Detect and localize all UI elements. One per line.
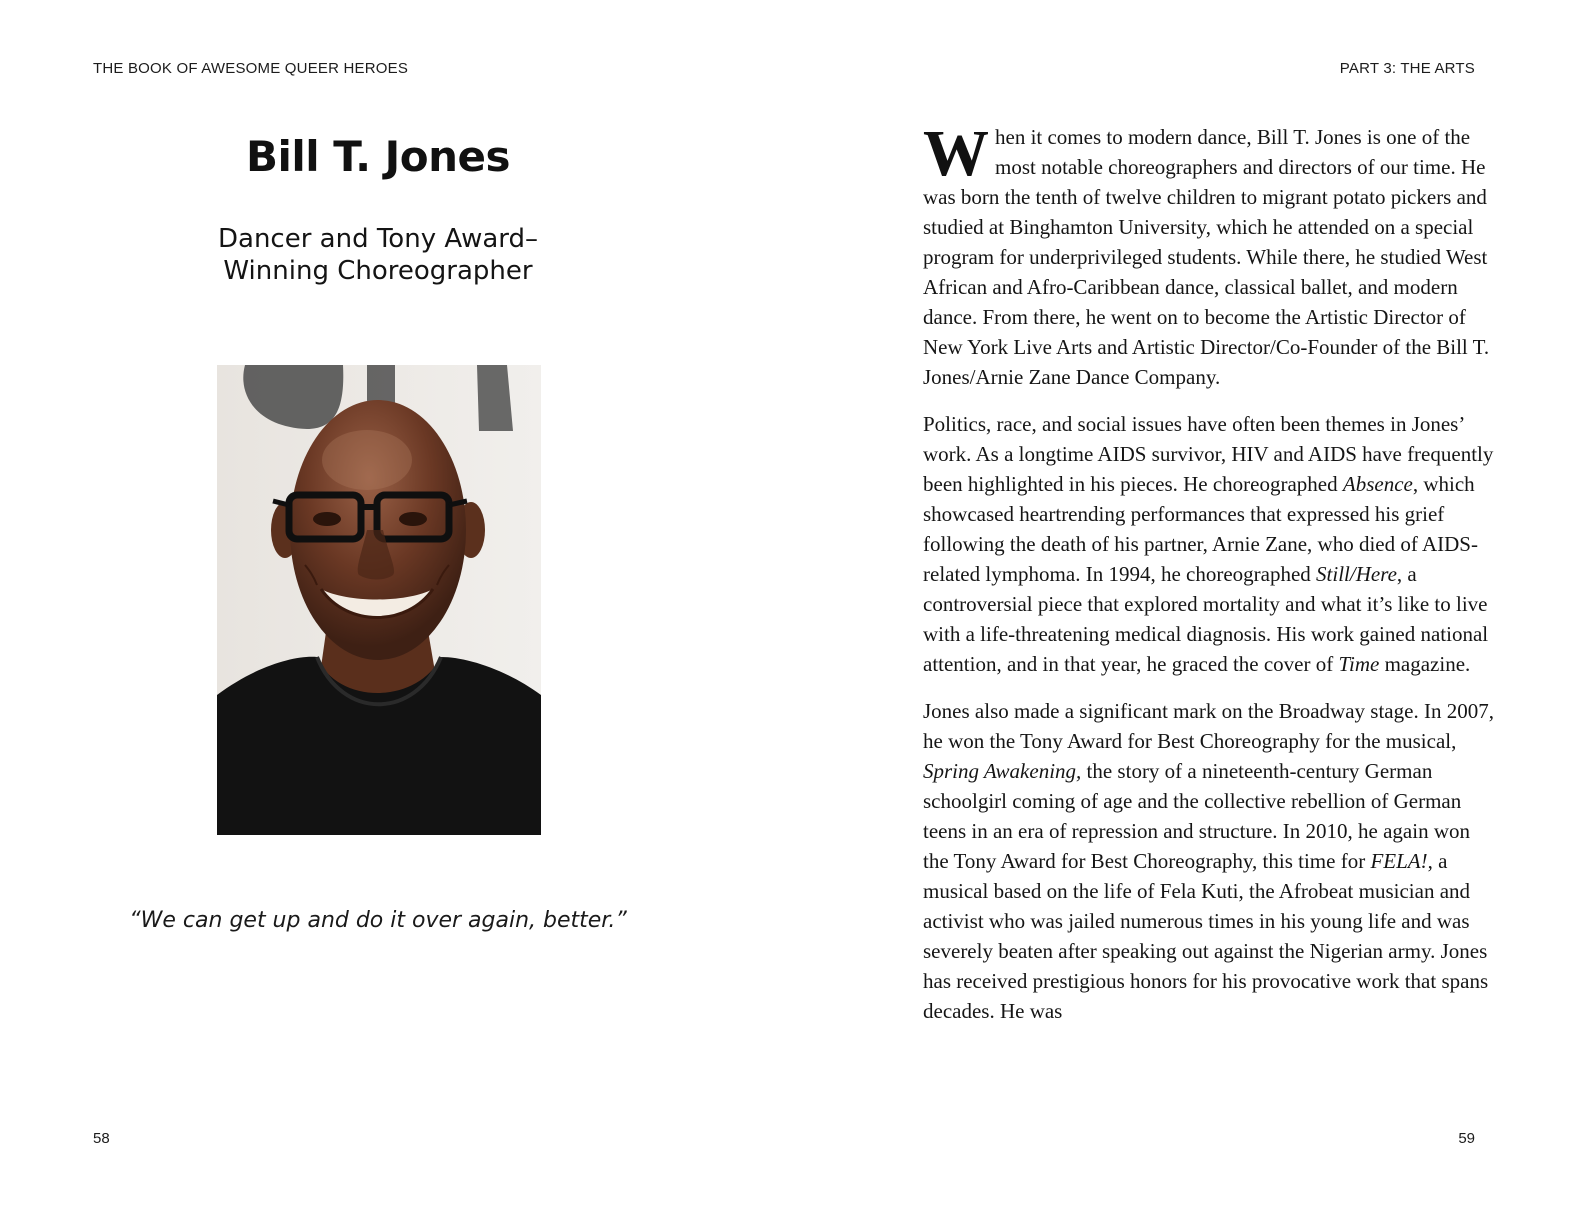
running-head-part-title: PART 3: THE ARTS bbox=[1339, 60, 1475, 77]
paragraph-3-text-2: the story of a nineteenth-century German schoolgirl coming of age and the collective rebellion of German teens in an era of repression and structure. In 2010, he again won the Tony Award for Best Choreography, this time for bbox=[923, 759, 1470, 873]
magazine-title-time: Time bbox=[1338, 652, 1380, 676]
paragraph-1 bbox=[923, 117, 1495, 392]
page-number-left: 58 bbox=[93, 1130, 110, 1147]
left-page bbox=[93, 120, 663, 933]
paragraph-2-text-2: , which showcased heartrending performances that expressed his grief following the death of his partner, Arnie Zane, who died of AIDS-related lymphoma. In 1994, he choreographed bbox=[923, 472, 1478, 586]
paragraph-2-text-1: Politics, race, and social issues have often been themes in Jones’ work. As a longtime AIDS survivor, HIV and AIDS have frequently been highlighted in his pieces. He choreographed bbox=[923, 412, 1494, 496]
hero-role bbox=[93, 223, 663, 287]
hero-quote: “We can get up and do it over again, better.” bbox=[129, 908, 627, 933]
paragraph-2-text-3: , a controversial piece that explored mortality and what it’s like to live with a life-threatening medical diagnosis. His work gained national attention, and in that year, he graced the cover of bbox=[923, 562, 1489, 676]
work-title-still-here: Still/Here bbox=[1316, 562, 1397, 586]
work-title-fela: FELA! bbox=[1370, 849, 1428, 873]
paragraph-2-text-4: magazine. bbox=[1379, 652, 1471, 676]
work-title-absence: Absence bbox=[1342, 472, 1413, 496]
hero-role-line2: Winning Choreographer bbox=[223, 256, 533, 286]
work-title-spring-awakening: Spring Awakening, bbox=[923, 759, 1082, 783]
page-number-right: 59 bbox=[1458, 1130, 1475, 1147]
paragraph-3-text-1: Jones also made a significant mark on the Broadway stage. In 2007, he won the Tony Award for Best Choreography for the musical, bbox=[923, 699, 1494, 753]
portrait-photo bbox=[217, 365, 541, 835]
paragraph-2 bbox=[923, 409, 1495, 679]
paragraph-3 bbox=[923, 696, 1495, 1026]
hero-name: Bill T. Jones bbox=[245, 132, 511, 181]
hero-role-line1: Dancer and Tony Award– bbox=[217, 224, 539, 254]
drop-cap: W bbox=[923, 117, 989, 190]
running-head-book-title: THE BOOK OF AWESOME QUEER HEROES bbox=[93, 60, 409, 77]
right-page-body bbox=[923, 117, 1495, 1043]
paragraph-3-text-3: , a musical based on the life of Fela Kuti, the Afrobeat musician and activist who was jailed numerous times in his young life and was severely beaten after speaking out against the Nigerian army. Jones has received prestigious honors for his provocative work that spans decades. He was bbox=[923, 849, 1489, 1023]
paragraph-1-text: hen it comes to modern dance, Bill T. Jones is one of the most notable choreographers and directors of our time. He was born the tenth of twelve children to migrant potato pickers and studied at Binghamton University, which he attended on a special program for underprivileged students. While there, he studied West African and Afro-Caribbean dance, classical ballet, and modern dance. From there, he went on to become the Artistic Director of New York Live Arts and Artistic Director/Co-Founder of the Bill T. Jones/Arnie Zane Dance Company. bbox=[923, 125, 1490, 389]
